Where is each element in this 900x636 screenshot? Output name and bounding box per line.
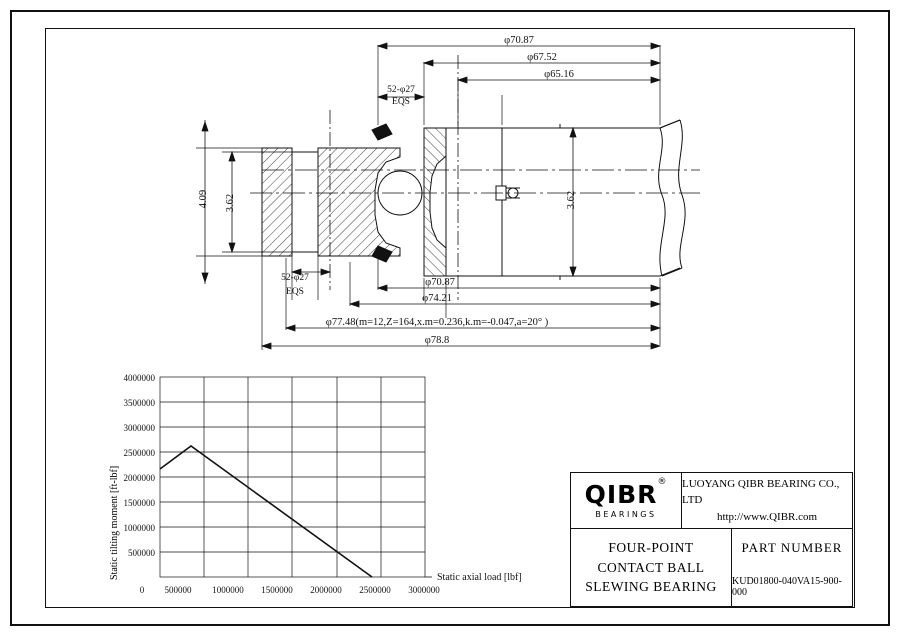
company-website[interactable]: http://www.QIBR.com — [716, 510, 818, 523]
hole-note-bottom-line1: 52-φ27 — [281, 273, 309, 283]
x-tick-3000000: 3000000 — [408, 585, 440, 595]
part-number-value: KUD01800-040VA15-900-000 — [732, 575, 842, 598]
logo-brand-label: QIBR — [584, 480, 658, 509]
hole-note-top-line2: EQS — [392, 97, 410, 107]
dim-left-2: 3.62 — [225, 193, 236, 213]
y-tick-1500000: 1500000 — [123, 498, 155, 508]
x-tick-1000000: 1000000 — [212, 585, 244, 595]
hole-note-top-line1: 52-φ27 — [387, 85, 415, 95]
x-tick-1500000: 1500000 — [261, 585, 293, 595]
logo-brand-text — [584, 476, 668, 509]
capacity-curve — [160, 446, 372, 577]
y-tick-4000000: 4000000 — [123, 373, 155, 383]
y-tick-1000000: 1000000 — [123, 523, 155, 533]
dim-bottom-4: φ78.8 — [424, 335, 450, 346]
dim-top-1: φ70.87 — [504, 35, 534, 46]
logo-registered-icon: ® — [657, 476, 668, 487]
y-tick-500000: 500000 — [128, 548, 155, 558]
product-type-line-2: CONTACT BALL — [597, 559, 705, 575]
x-tick-0: 0 — [139, 585, 145, 595]
y-tick-2000000: 2000000 — [123, 473, 155, 483]
y-tick-3500000: 3500000 — [123, 398, 155, 408]
company-info — [682, 473, 852, 528]
dim-bottom-2: φ74.21 — [422, 293, 452, 304]
product-type-line-1: FOUR-POINT — [608, 540, 694, 556]
company-logo — [571, 473, 682, 528]
y-tick-2500000: 2500000 — [123, 448, 155, 458]
chart-ylabel-wrap — [96, 372, 120, 582]
dim-top-2: φ67.52 — [527, 52, 557, 63]
chart-ylabel: Static tilting moment [ft-lbf] — [109, 465, 120, 580]
dim-left-1: 4.09 — [198, 189, 209, 209]
y-tick-3000000: 3000000 — [123, 423, 155, 433]
dim-bottom-1: φ70.87 — [425, 277, 455, 288]
product-type-line-3: SLEWING BEARING — [585, 579, 717, 595]
chart-xlabel: Static axial load [lbf] — [437, 572, 522, 583]
x-tick-2000000: 2000000 — [310, 585, 342, 595]
product-type — [571, 529, 732, 606]
dim-top-3: φ65.16 — [544, 69, 574, 80]
x-tick-500000: 500000 — [164, 585, 192, 595]
title-block-top-row — [571, 473, 852, 529]
part-number-block — [732, 529, 852, 606]
hole-note-bottom-line2: EQS — [286, 287, 304, 297]
logo-sub-label: BEARINGS — [595, 510, 657, 519]
title-block — [570, 472, 853, 607]
title-block-bottom-row — [571, 529, 852, 606]
dim-right-1: 3.62 — [566, 190, 577, 210]
company-name: LUOYANG QIBR BEARING CO., LTD — [682, 477, 840, 507]
x-tick-2500000: 2500000 — [359, 585, 391, 595]
dim-bottom-3: φ77.48(m=12,Z=164,x.m=0.236,k.m=-0.047,a=20° ) — [325, 317, 549, 328]
part-number-header: PART NUMBER — [741, 540, 843, 556]
